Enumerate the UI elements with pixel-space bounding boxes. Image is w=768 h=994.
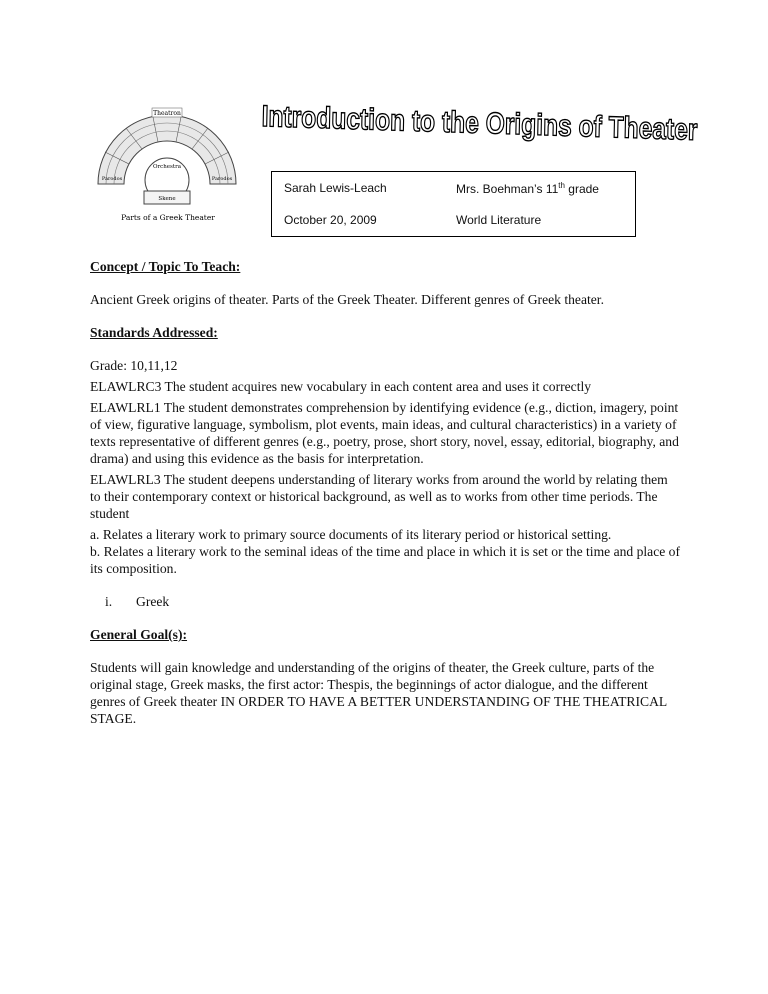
greek-theater-diagram: [92, 86, 242, 226]
label-theatron: Theatron: [153, 110, 181, 117]
standard-item-b: b. Relates a literary work to the seminal ideas of the time and place in which it is set or the time and place of its composition.: [90, 544, 681, 576]
label-parodos-left: Parodos: [101, 176, 123, 182]
standard-elawlrl1: ELAWLRL1 The student demonstrates comprehension by identifying evidence (e.g., diction, imagery, point of view, figurative language, symbolism, plot events, main ideas, and cultural characteristics) in a variety of texts representative of different genres (e.g., poetry, prose, short story, novel, essay, editorial, biography, and drama) and using this evidence as the basis for interpretation.: [90, 400, 679, 466]
standard-elawlrl3: ELAWLRL3 The student deepens understanding of literary works from around the world by relating them to their contemporary context or historical background, as well as to works from other time periods. The student: [90, 472, 668, 521]
label-parodos-right: Parodos: [211, 176, 233, 182]
list-number: i.: [105, 594, 113, 609]
label-skene: Skene: [158, 196, 176, 202]
standards-heading: Standards Addressed:: [90, 325, 218, 340]
subject-name: World Literature: [456, 213, 542, 227]
concept-heading: Concept / Topic To Teach:: [90, 259, 241, 274]
lesson-plan-body: [90, 258, 680, 727]
standard-item-a: a. Relates a literary work to primary source documents of its literary period or historical setting.: [90, 527, 612, 542]
page-title: Introduction to the Origins of Theater: [261, 100, 698, 147]
label-orchestra: Orchestra: [153, 164, 181, 170]
grade-text: Grade: 10,11,12: [90, 358, 178, 373]
lesson-date: October 20, 2009: [284, 213, 377, 227]
goals-heading: General Goal(s):: [90, 627, 188, 642]
author-name: Sarah Lewis-Leach: [284, 181, 387, 195]
concept-text: Ancient Greek origins of theater. Parts of the Greek Theater. Different genres of Greek theater.: [90, 292, 604, 307]
theater-diagram-svg: [92, 86, 242, 226]
list-text: Greek: [136, 594, 170, 609]
diagram-caption: Parts of a Greek Theater: [121, 213, 215, 222]
standard-elawlrc3: ELAWLRC3 The student acquires new vocabulary in each content area and uses it correctly: [90, 379, 592, 394]
class-name: Mrs. Boehman’s 11th grade: [456, 181, 599, 196]
goals-text: Students will gain knowledge and understanding of the origins of theater, the Greek culture, parts of the original stage, Greek masks, the first actor: Thespis, the beginnings of actor dialogue, and the different genres of Greek theater IN ORDER TO HAVE A BETTER UNDERSTANDING OF THE THEATRICAL STAGE.: [90, 660, 667, 726]
list-item: [90, 593, 680, 610]
info-box: [271, 171, 636, 237]
